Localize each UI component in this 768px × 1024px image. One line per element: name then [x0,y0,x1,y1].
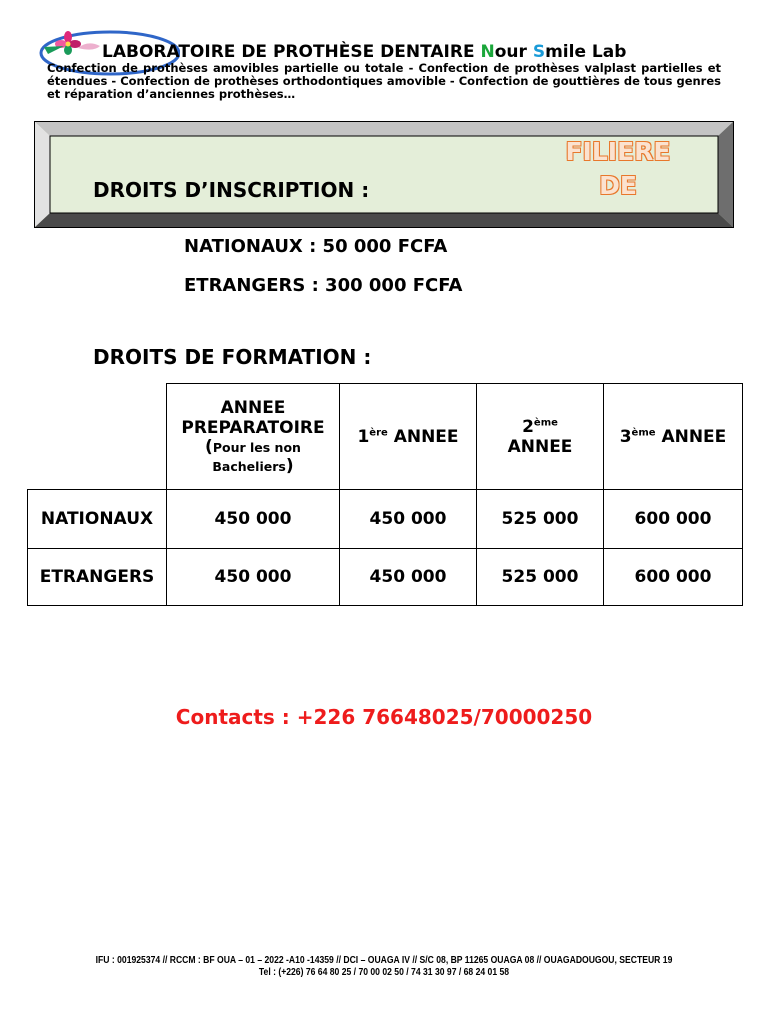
inscription-etrangers: ETRANGERS : 300 000 FCFA [184,275,463,296]
contacts-line: Contacts : +226 76648025/70000250 [175,705,593,729]
header-2eme-annee: 2ème ANNEE [477,384,604,490]
lab-services-description: Confection de prothèses amovibles partielle ou totale - Confection de prothèses valplast partielles et étendues - Confection de prothèses orthodontiques amovible - Confection de gouttières de tous genres et réparation d’anciennes prothèses… [47,61,721,101]
formation-fees-table [27,383,743,606]
header-1ere-annee: 1ère ANNEE [340,384,477,490]
footer-line-1: IFU : 001925374 // RCCM : BF OUA – 01 – 2022 -A10 -14359 // DCI – OUAGA IV // S/C 08, BP 11265 OUAGA 08 // OUAGADOUGOU, SECTEUR 19 [95,955,673,966]
table-cell: 525 000 [477,549,604,606]
table-row [28,549,743,606]
formation-heading: DROITS DE FORMATION : [93,345,372,369]
header-annee-preparatoire: ANNEE PREPARATOIRE (Pour les non Bacheliers) [167,384,340,490]
table-cell: 450 000 [167,549,340,606]
lab-title: LABORATOIRE DE PROTHÈSE DENTAIRE Nour Smile Lab [102,42,627,62]
table-cell: 450 000 [167,490,340,549]
row-label-etrangers: ETRANGERS [28,549,167,606]
table-row [28,490,743,549]
table-cell: 525 000 [477,490,604,549]
inscription-heading: DROITS D’INSCRIPTION : [93,178,370,202]
table-cell: 450 000 [340,490,477,549]
table-cell: 600 000 [604,549,743,606]
table-header-row [28,384,743,490]
table-cell: 600 000 [604,490,743,549]
header-3eme-annee: 3ème ANNEE [604,384,743,490]
wordart-line-1: FILIERE [565,137,671,166]
row-label-nationaux: NATIONAUX [28,490,167,549]
wordart-line-2: DE [599,171,637,200]
wordart-filiere [548,134,688,202]
table-cell: 450 000 [340,549,477,606]
table-corner-cell [28,384,167,490]
footer-legal-info [54,955,714,979]
inscription-nationaux: NATIONAUX : 50 000 FCFA [184,236,448,257]
footer-line-2: Tel : (+226) 76 64 80 25 / 70 00 02 50 / 74 31 30 97 / 68 24 01 58 [258,967,510,978]
